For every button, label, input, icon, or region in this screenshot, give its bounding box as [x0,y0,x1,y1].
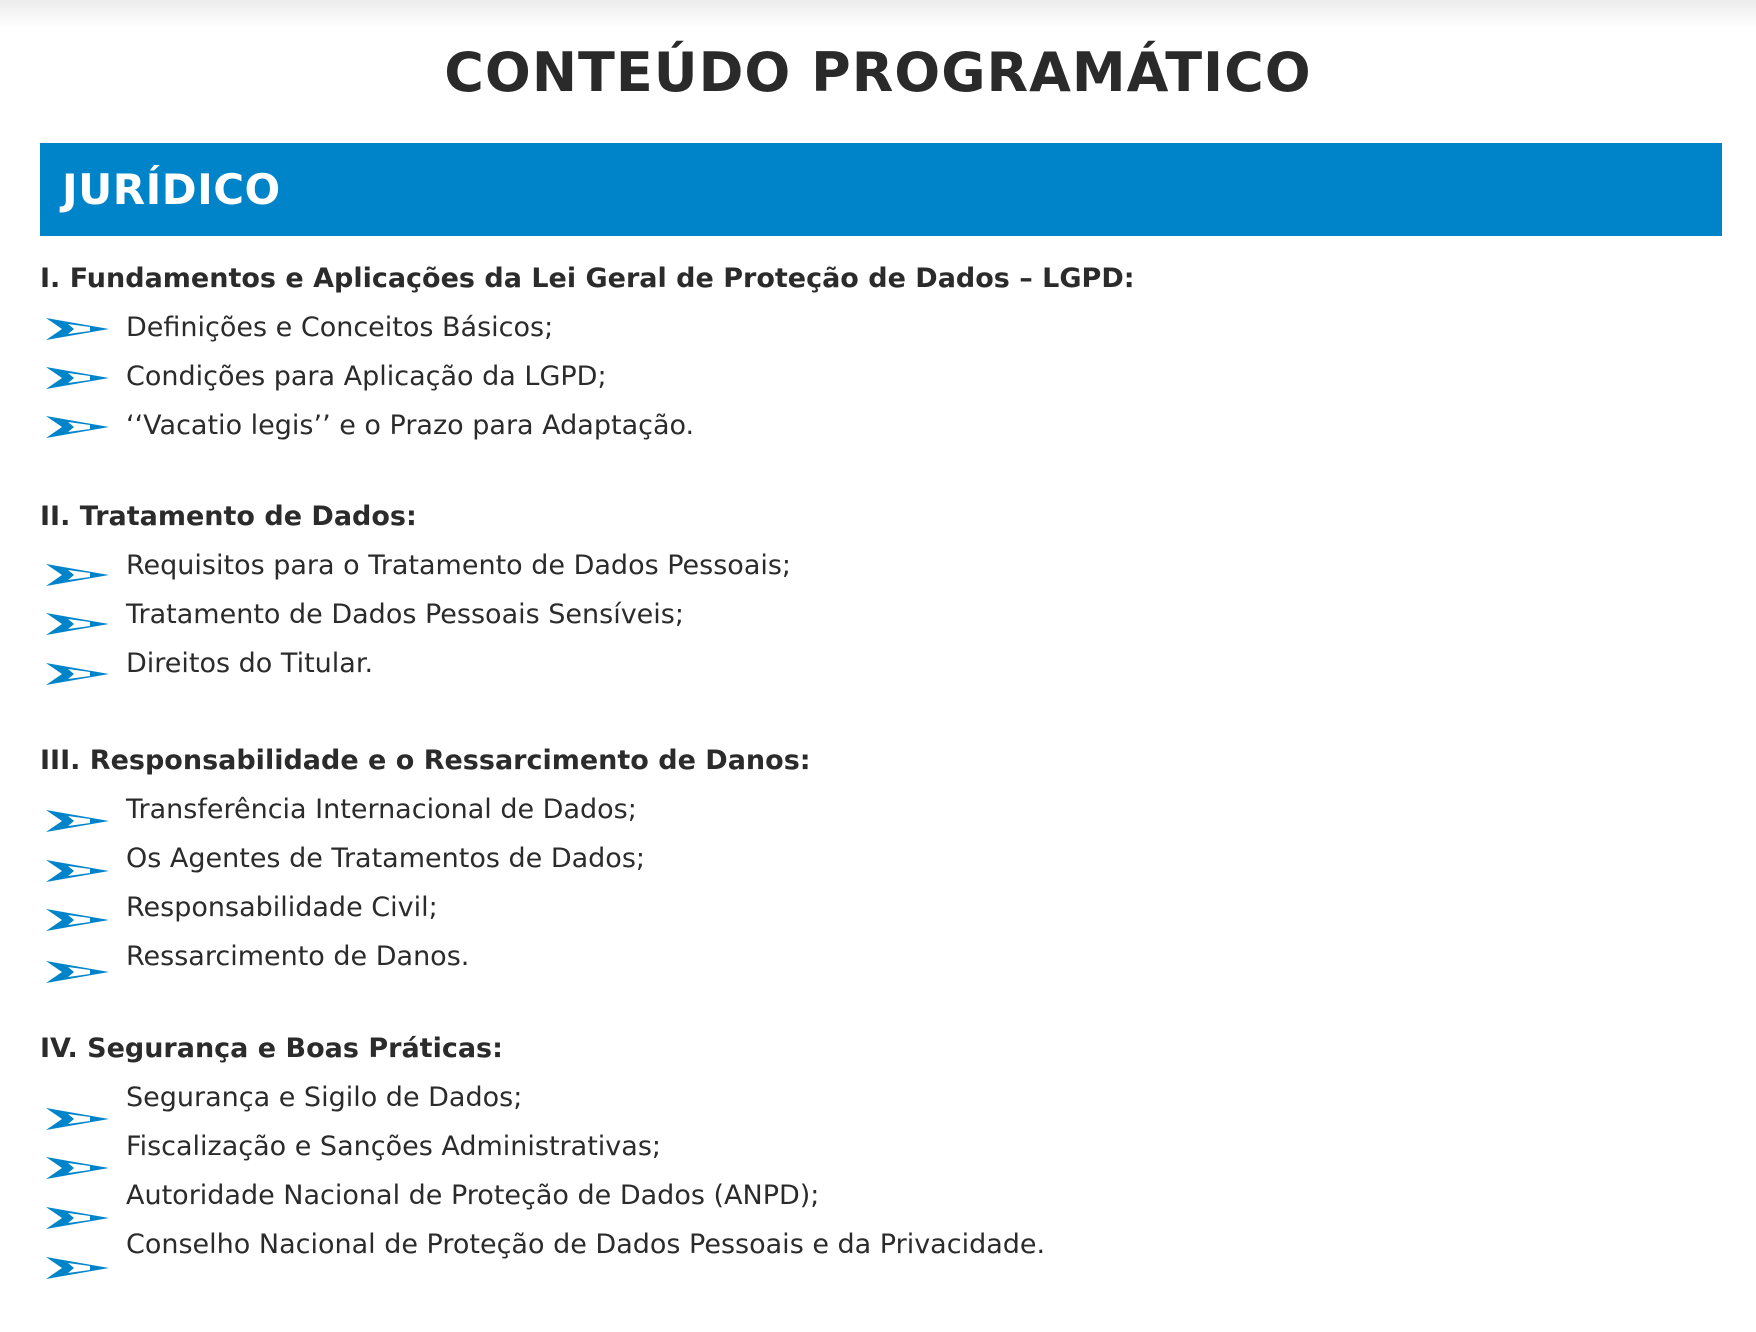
double-arrow-icon [46,856,110,886]
list-item: Segurança e Sigilo de Dados; [126,1082,523,1113]
section-heading-4: IV. Segurança e Boas Práticas: [40,1033,503,1064]
double-arrow-icon [46,905,110,935]
list-item: Responsabilidade Civil; [126,892,438,923]
list-item: Requisitos para o Tratamento de Dados Pessoais; [126,550,792,581]
banner-title: JURÍDICO [62,165,281,214]
list-item: Transferência Internacional de Dados; [126,794,637,825]
double-arrow-icon [46,560,110,590]
list-item: Fiscalização e Sanções Administrativas; [126,1131,661,1162]
double-arrow-icon [46,609,110,639]
section-heading-3: III. Responsabilidade e o Ressarcimento de Danos: [40,745,811,776]
list-item: Tratamento de Dados Pessoais Sensíveis; [126,599,684,630]
double-arrow-icon [46,1104,110,1134]
list-item: Os Agentes de Tratamentos de Dados; [126,843,645,874]
section-heading-1: I. Fundamentos e Aplicações da Lei Geral de Proteção de Dados – LGPD: [40,263,1135,294]
list-item: Ressarcimento de Danos. [126,941,470,972]
double-arrow-icon [46,314,110,344]
double-arrow-icon [46,1153,110,1183]
list-item: Condições para Aplicação da LGPD; [126,361,607,392]
double-arrow-icon [46,806,110,836]
section-heading-2: II. Tratamento de Dados: [40,501,417,532]
list-item: ‘‘Vacatio legis’’ e o Prazo para Adaptação. [126,410,695,441]
double-arrow-icon [46,659,110,689]
list-item: Autoridade Nacional de Proteção de Dados (ANPD); [126,1180,820,1211]
top-shade [0,0,1756,28]
double-arrow-icon [46,957,110,987]
section-banner [40,143,1722,236]
list-item: Direitos do Titular. [126,648,374,679]
double-arrow-icon [46,363,110,393]
double-arrow-icon [46,1203,110,1233]
double-arrow-icon [46,412,110,442]
list-item: Conselho Nacional de Proteção de Dados Pessoais e da Privacidade. [126,1229,1046,1260]
double-arrow-icon [46,1253,110,1283]
list-item: Definições e Conceitos Básicos; [126,312,554,343]
page-title: CONTEÚDO PROGRAMÁTICO [444,41,1312,104]
